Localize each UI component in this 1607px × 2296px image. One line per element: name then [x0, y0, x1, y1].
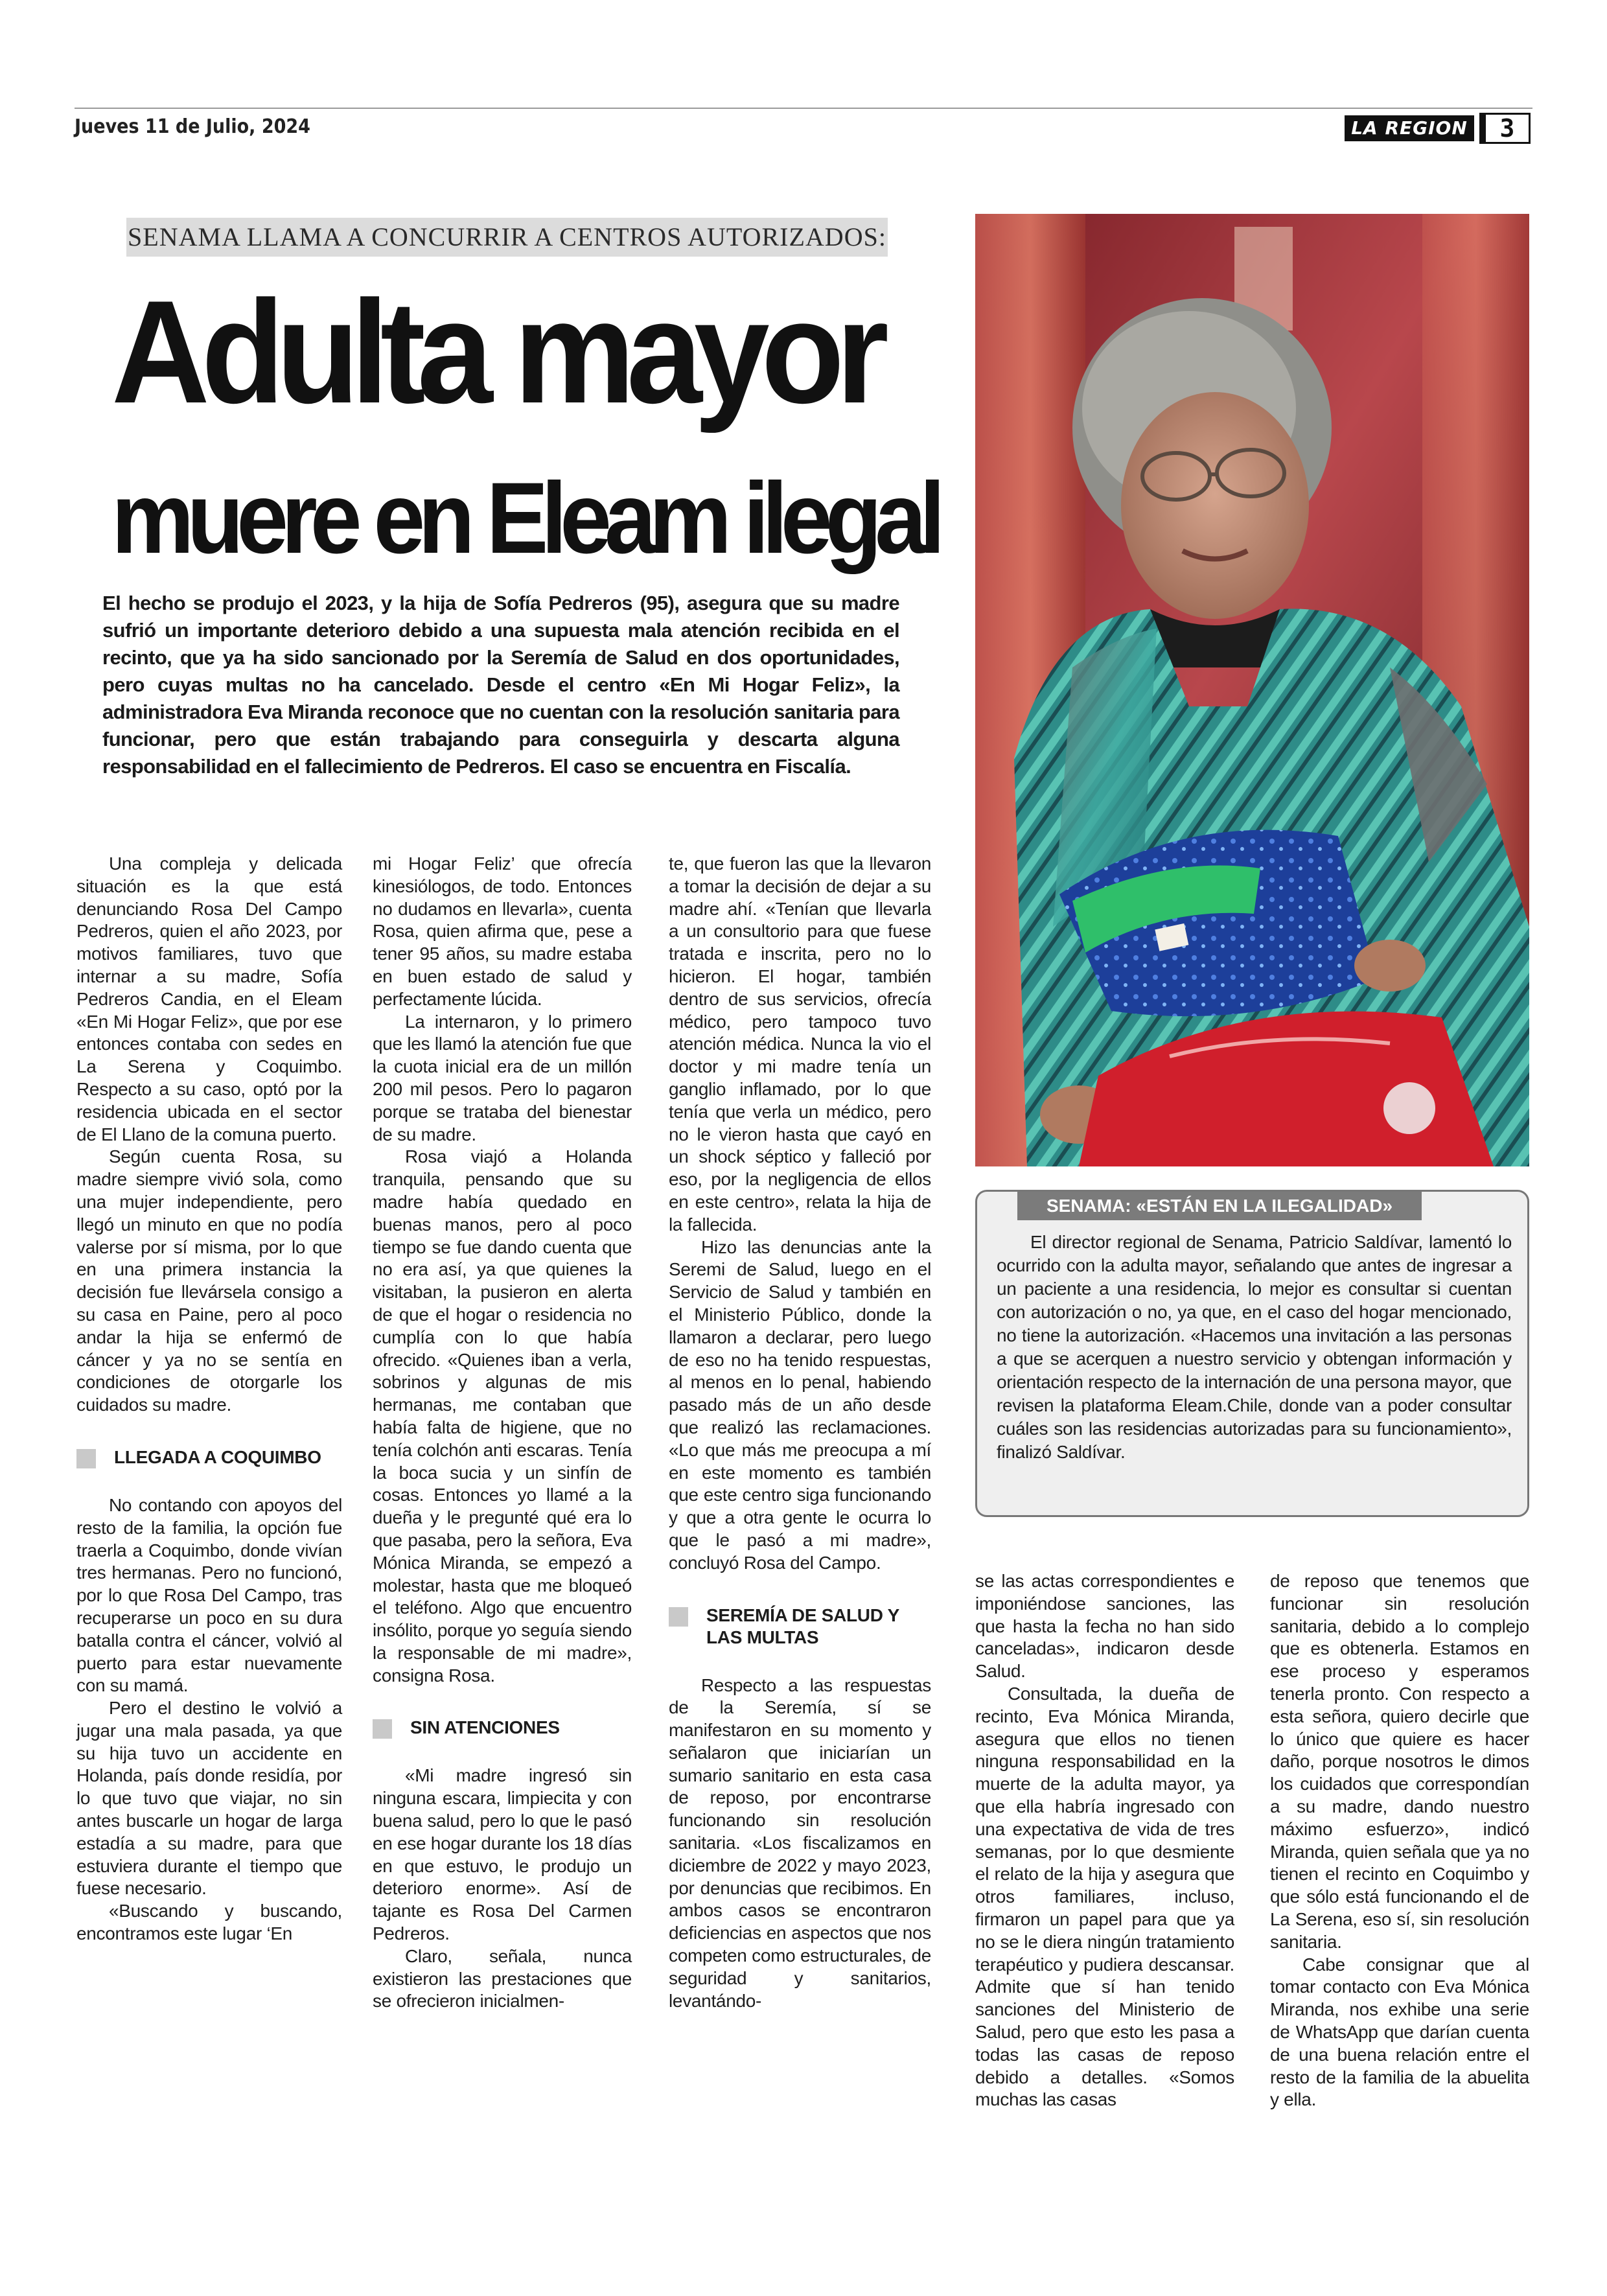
- article-column-3: [669, 853, 931, 2012]
- issue-date: Jueves 11 de Julio, 2024: [75, 115, 310, 138]
- paragraph: La internaron, y lo primero que les llamó la atención fue que la cuota inicial era de un millón 200 mil pesos. Pero lo pagaron porque se trataba del bienestar de su madre.: [373, 1011, 632, 1144]
- subheading: LLEGADA A COQUIMBO: [114, 1446, 321, 1467]
- paragraph: «Buscando y buscando, encontramos este lugar ‘En: [76, 1901, 342, 1944]
- paragraph: Claro, señala, nunca existieron las prestaciones que se ofrecieron inicialmen-: [373, 1945, 632, 2012]
- paragraph: Cabe consignar que al tomar contacto con Eva Mónica Miranda, nos exhibe una serie de WhatsApp que darían cuenta de una buena relación entre el resto de la familia de la abuelita y ella.: [1270, 1954, 1529, 2110]
- paragraph: No contando con apoyos del resto de la familia, la opción fue traerla a Coquimbo, donde vivían tres hermanas. Pero no funcionó, por lo que Rosa Del Campo, tras recuperarse un poco en su dura batalla contra el cáncer, volvió al puerto para estar nuevamente con su mamá.: [76, 1494, 342, 1696]
- paragraph: Según cuenta Rosa, su madre siempre vivió sola, como una mujer independiente, pero llegó un minuto en que no podía valerse por sí misma, por lo que en una primera instancia la decisión fue llevársela consigo a su casa en Paine, pero al poco andar la hija se enfermó de cáncer y ya no se sentía en condiciones de otorgarle los cuidados su madre.: [76, 1146, 342, 1415]
- paragraph: Rosa viajó a Holanda tranquila, pensando que su madre había quedado en buenas manos, pero al poco tiempo se fue dando cuenta que no era así, ya que quienes la visitaban, la pusieron en alerta de que el hogar o residencia no cumplía con lo que había ofrecido. «Quienes iban a verla, sobrinos y algunas de mis hermanas, me contaban que había falta de higiene, que no tenía colchón anti escaras. Tenía la boca sucia y un sinfín de cosas. Entonces yo llamé a la dueña y le pregunté qué era lo que pasaba, pero la señora, Eva Mónica Miranda, se empezó a molestar, hasta que me bloqueó el teléfono. Algo que encuentro insólito, porque yo seguía siendo la responsable de mi madre», consigna Rosa.: [373, 1146, 632, 1686]
- paragraph: Una compleja y delicada situación es la que está denunciando Rosa Del Campo Pedreros, quien el año 2023, por motivos familiares, tuvo que internar a su madre, Sofía Pedreros Candia, en el Eleam «En Mi Hogar Feliz», que por ese entonces contaba con sedes en La Serena y Coquimbo. Respecto a su caso, optó por la residencia ubicada en el sector de El Llano de la comuna puerto.: [76, 853, 342, 1144]
- sidebar-title: SENAMA: «ESTÁN EN LA ILEGALIDAD»: [1017, 1192, 1422, 1220]
- sidebar-text: [997, 1231, 1512, 1464]
- subheading-square-icon: [373, 1719, 392, 1739]
- paragraph: Hizo las denuncias ante la Seremi de Salud, luego en el Servicio de Salud y también en el Ministerio Público, donde la llamaron a declarar, pero luego de eso no ha tenido respuestas, al menos en lo penal, habiendo pasado más de un año desde que realizó las reclamaciones. «Lo que más me preocupa a mí en este momento es también que este centro siga funcionando y que a otra gente le ocurra lo que le pasó a mi madre», concluyó Rosa del Campo.: [669, 1236, 931, 1573]
- header-rule: [75, 108, 1532, 109]
- subheading: SEREMÍA DE SALUD Y LAS MULTAS: [706, 1605, 899, 1647]
- headline-line-2: muere en Eleam ilegal: [111, 462, 938, 575]
- article-lead: El hecho se produjo el 2023, y la hija de Sofía Pedreros (95), asegura que su madre sufrió un importante deterioro debido a una supuesta mala atención recibida en el recinto, que ya ha sido sancionado por la Seremía de Salud en dos oportunidades, pero cuyas multas no ha cancelado. Desde el centro «En Mi Hogar Feliz», la administradora Eva Miranda reconoce que no cuentan con la resolución sanitaria para funcionar, pero que están trabajando para conseguirla y descarta alguna responsabilidad en el fallecimiento de Pedreros. El caso se encuentra en Fiscalía.: [102, 592, 899, 778]
- article-photo: [975, 214, 1529, 1166]
- subheading-square-icon: [76, 1449, 96, 1468]
- subheading-block: [76, 1446, 342, 1468]
- subheading-block: [669, 1605, 931, 1649]
- article-column-2: [373, 853, 632, 2013]
- paragraph: Respecto a las respuestas de la Seremía, sí se manifestaron en su momento y señalaron que iniciarían un sumario sanitario en esta casa de reposo, por encontrarse funcionando sin resolución sanitaria. «Los fiscalizamos en diciembre de 2022 y mayo 2023, por denuncias que recibimos. En ambos casos se encontraron deficiencias en aspectos que nos competen como estructurales, de seguridad y sanitarios, levantándo-: [669, 1675, 931, 2011]
- subheading-square-icon: [669, 1607, 688, 1627]
- paragraph: de reposo que tenemos que funcionar sin resolución sanitaria, debido a lo complejo que es obtenerla. Estamos en ese proceso y esperamos tenerla pronto. Con respecto a esta señora, quiero decirle que lo único que quiere es hacer daño, porque nosotros le dimos los cuidados que correspondían a su madre, dando nuestro máximo esfuerzo», indicó Miranda, quien señala que ya no tienen el recinto en Coquimbo y que sólo está funcionando el de La Serena, eso sí, sin resolución sanitaria.: [1270, 1571, 1529, 1952]
- article-column-5: [1270, 1570, 1529, 2111]
- newspaper-logo: LA REGION: [1345, 115, 1474, 141]
- article-column-1: [76, 853, 342, 1945]
- article-kicker: SENAMA LLAMA A CONCURRIR A CENTROS AUTORIZADOS:: [126, 218, 888, 257]
- page-number-marker: [1479, 113, 1484, 144]
- page-number: 3: [1484, 113, 1531, 144]
- paragraph: te, que fueron las que la llevaron a tomar la decisión de dejar a su madre ahí. «Tenían que llevarla a un consultorio para que fuese tratada e inscrita, pero no lo hicieron. El hogar, también dentro de sus servicios, ofrecía médico, pero tampoco tuvo atención médica. Nunca la vio el doctor y mi madre tenía un ganglio inflamado, por lo que tenía que verla un médico, pero no le vieron hasta que cayó en un shock séptico y falleció por eso, por la negligencia de ellos en este centro», relata la hija de la fallecida.: [669, 853, 931, 1235]
- headline-line-1: Adulta mayor: [111, 270, 881, 434]
- paragraph: mi Hogar Feliz’ que ofrecía kinesiólogos, de todo. Entonces no dudamos en llevarla», cuenta Rosa, quien afirma que, pese a tener 95 años, su madre estaba en buen estado de salud y perfectamente lúcida.: [373, 853, 632, 1009]
- paragraph: se las actas correspondientes e imponiéndose sanciones, las que hasta la fecha no han sido canceladas», indicaron desde Salud.: [975, 1571, 1234, 1682]
- paragraph: El director regional de Senama, Patricio Saldívar, lamentó lo ocurrido con la adulta mayor, señalando que antes de ingresar a un paciente a una residencia, lo mejor es consultar si cuentan con autorización o no, ya que, en el caso del hogar mencionado, no tiene la autorización. «Hacemos una invitación a las personas a que se acerquen a nuestro servicio y obtengan información y orientación respecto de la internación de una persona mayor, que revisen la plataforma Eleam.Chile, donde van a poder consultar cuáles son las residencias autorizadas para su funcionamiento», finalizó Saldívar.: [997, 1232, 1512, 1462]
- sidebar-box: [975, 1190, 1529, 1517]
- paragraph: Pero el destino le volvió a jugar una mala pasada, ya que su hija tuvo un accidente en Holanda, país donde residía, por lo que tuvo que viajar, no sin antes buscarle un hogar de larga estadía a su madre, para que estuviera durante el tiempo que fuese necesario.: [76, 1698, 342, 1899]
- subheading-block: [373, 1717, 632, 1739]
- article-column-4: [975, 1570, 1234, 2111]
- subheading: SIN ATENCIONES: [410, 1717, 560, 1738]
- paragraph: Consultada, la dueña de recinto, Eva Mónica Miranda, asegura que ellos no tienen ninguna responsabilidad en la muerte de la adulta mayor, ya que ella habría ingresado con una expectativa de vida de tres semanas, por lo que desmiente el relato de la hija y asegura que otros familiares, incluso, firmaron un papel para que ya no se le diera ningún tratamiento terapéutico y pudiera descansar. Admite que sí han tenido sanciones del Ministerio de Salud, pero que esto les pasa a todas las casas de reposo debido a detalles. «Somos muchas las casas: [975, 1683, 1234, 2110]
- paragraph: «Mi madre ingresó sin ninguna escara, limpiecita y con buena salud, pero lo que le pasó en ese hogar durante los 18 días en que estuvo, le produjo un deterioro enorme». Así de tajante es Rosa Del Carmen Pedreros.: [373, 1765, 632, 1944]
